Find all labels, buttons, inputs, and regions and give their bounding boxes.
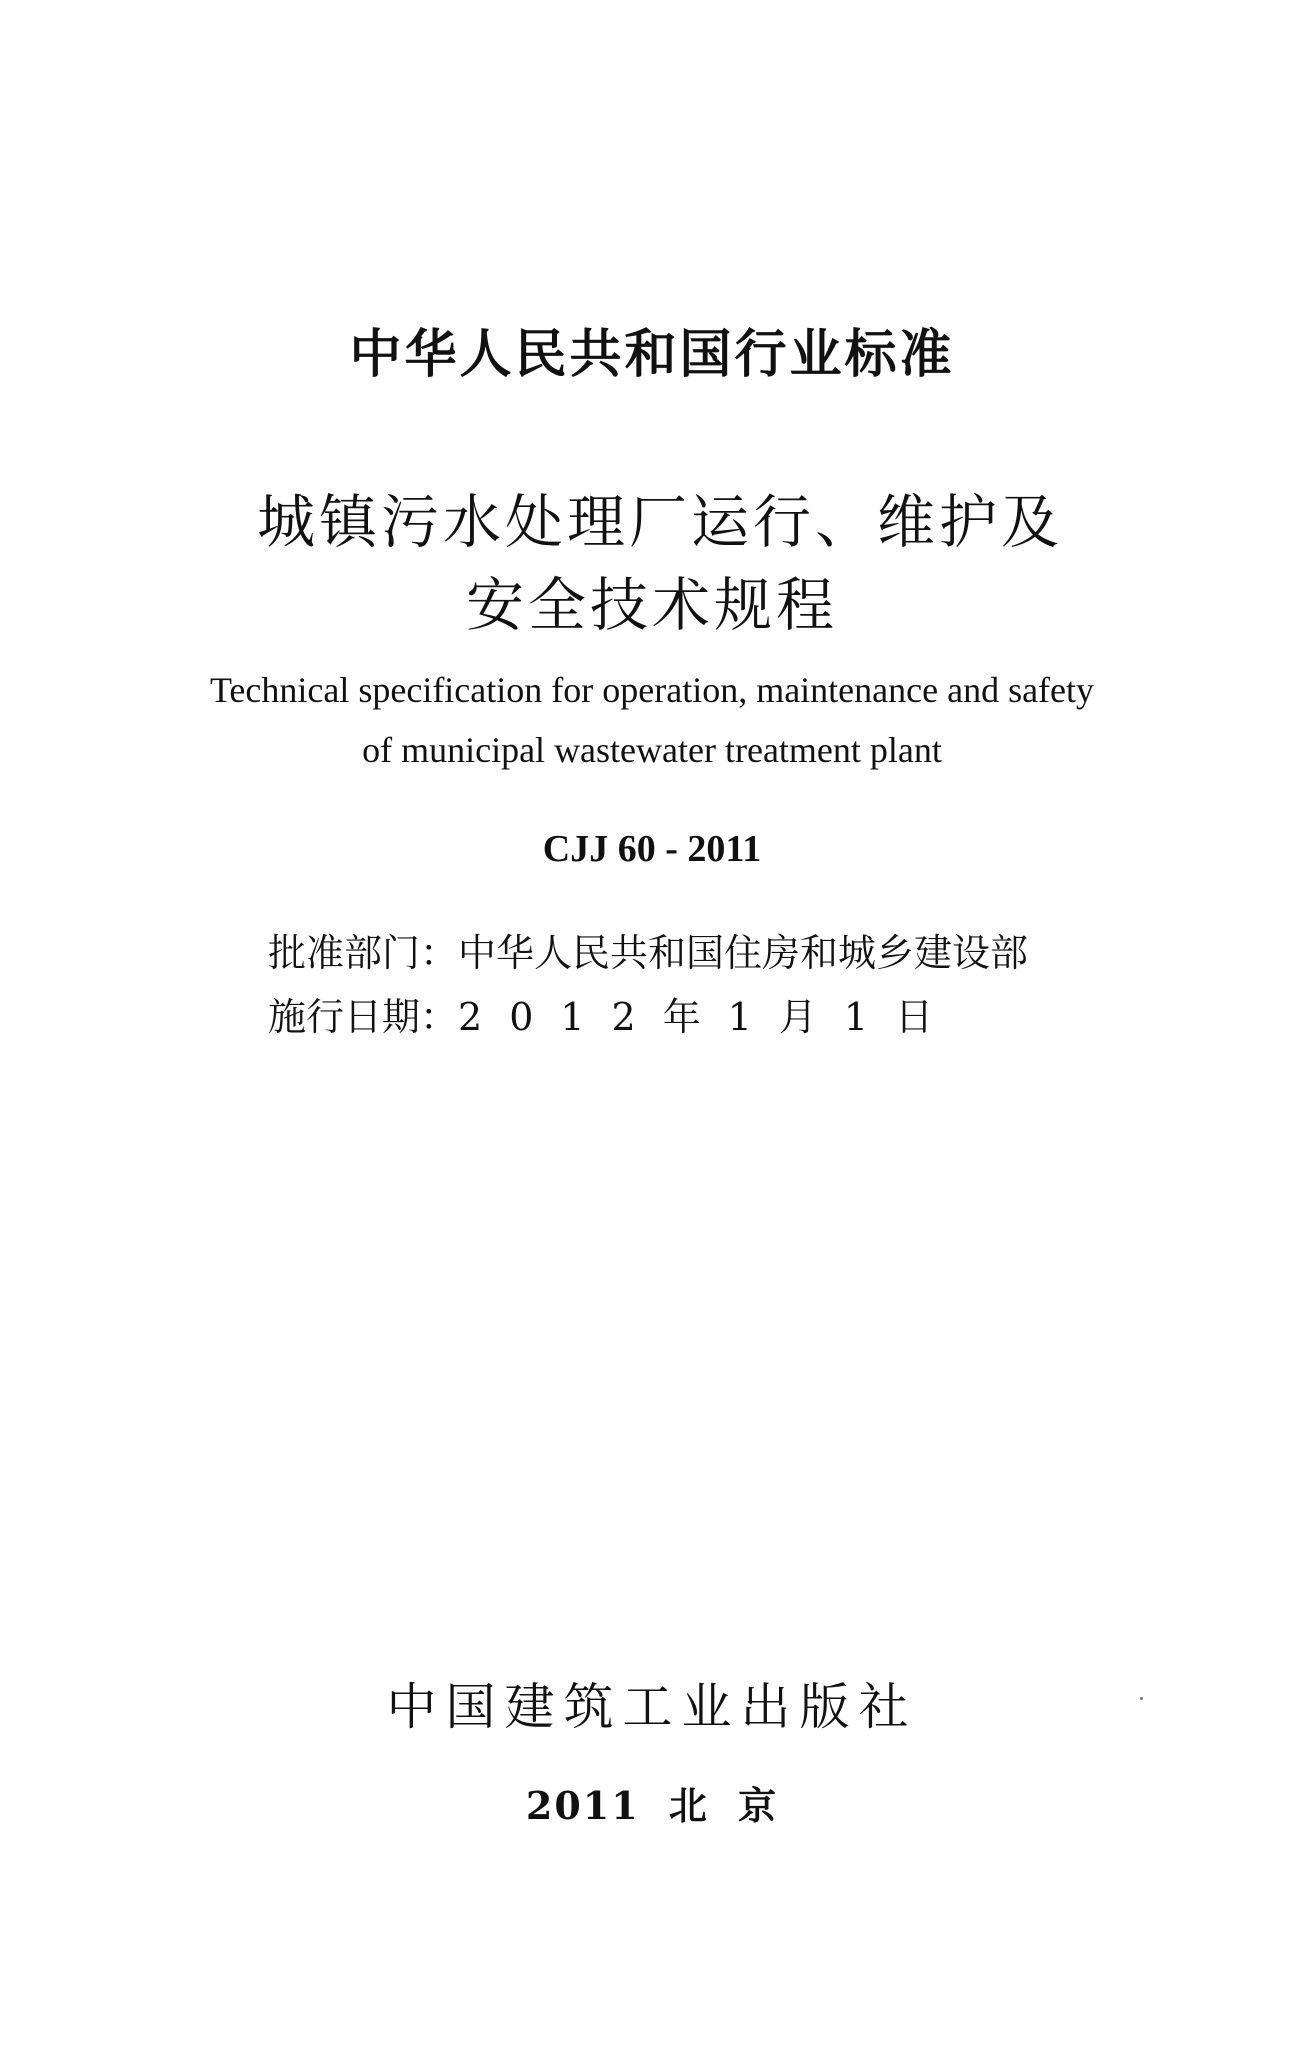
- publisher: 中国建筑工业出版社: [386, 1678, 918, 1736]
- approval-label: 批准部门：: [268, 931, 459, 975]
- chinese-title-line-2: 安全技术规程: [465, 571, 838, 639]
- effective-date-value: 2012年1月1日: [458, 995, 961, 1039]
- english-title-line-1: Technical specification for operation, maintenance and safety: [209, 670, 1095, 710]
- standard-category: 中华人民共和国行业标准: [349, 325, 955, 385]
- publication-year-place: 2011 北 京: [525, 1783, 779, 1828]
- approval-value: 中华人民共和国住房和城乡建设部: [458, 931, 1029, 975]
- chinese-title-line-1: 城镇污水处理厂运行、维护及: [256, 488, 1063, 556]
- effective-date-label: 施行日期：: [268, 995, 459, 1039]
- approval-row: [268, 922, 1028, 977]
- english-title-line-2: of municipal wastewater treatment plant: [362, 730, 942, 770]
- effective-date-row: [268, 986, 960, 1041]
- scan-speck: [1140, 1697, 1143, 1700]
- standard-code: CJJ 60 - 2011: [542, 828, 762, 870]
